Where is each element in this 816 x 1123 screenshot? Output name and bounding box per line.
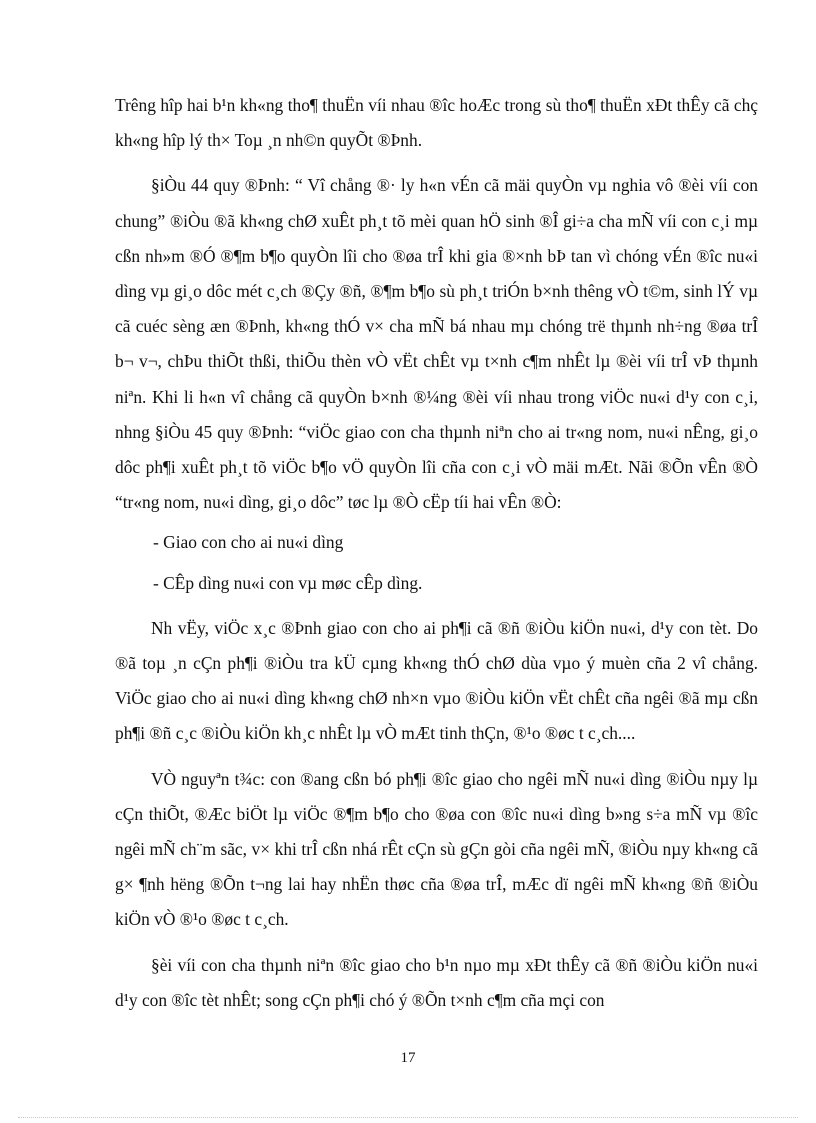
paragraph-1: Trêng hîp hai b¹n kh«ng tho¶ thuËn víi nhau ®îc hoÆc trong sù tho¶ thuËn xÐt thÊy cã chç kh«ng hîp lý th× Toµ ¸n nh©n quyÕt ®Þnh. bbox=[115, 95, 758, 151]
list-item-2: - CÊp dìng nu«i con vµ møc cÊp dìng. bbox=[153, 572, 423, 593]
page-bottom-divider bbox=[18, 1117, 798, 1118]
paragraph-5: §èi víi con cha thµnh niªn ®îc giao cho b¹n nµo mµ xÐt thÊy cã ®ñ ®iÒu kiÖn nu«i d¹y con ®îc tèt nhÊt; song cÇn ph¶i chó ý ®Õn t×nh c¶m cña mçi con bbox=[115, 954, 758, 1010]
page-number: 17 bbox=[400, 1050, 416, 1066]
paragraph-3: Nh vËy, viÖc x¸c ®Þnh giao con cho ai ph¶i cã ®ñ ®iÒu kiÖn nu«i, d¹y con tèt. Do ®ã toµ ¸n cÇn ph¶i ®iÒu tra kÜ cµng kh«ng thÓ chØ dùa vµo ý muèn cña 2 vî chång. ViÖc giao cho ai nu«i dìng kh«ng chØ nh×n vµo ®iÒu kiÖn vËt chÊt cña ngêi ®ã mµ cßn ph¶i ®ñ c¸c ®iÒu kiÖn kh¸c nhÊt lµ vÒ mÆt tinh thÇn, ®¹o ®øc t c¸ch.... bbox=[115, 617, 758, 744]
paragraph-4: VÒ nguyªn t¾c: con ®ang cßn bó ph¶i ®îc giao cho ngêi mÑ nu«i dìng ®iÒu nµy lµ cÇn thiÕt, ®Æc biÖt lµ viÖc ®¶m b¶o cho ®øa con ®îc nu«i dìng b»ng s÷a mÑ vµ ®îc ngêi mÑ ch¨m sãc, v× khi trÎ cßn nhá rÊt cÇn sù gÇn gòi cña ngêi mÑ, ®iÒu nµy kh«ng cã g× ¶nh hëng ®Õn t¬ng lai hay nhËn thøc cña ®øa trÎ, mÆc dï ngêi mÑ kh«ng ®ñ ®iÒu kiÖn vÒ ®¹o ®øc t c¸ch. bbox=[115, 768, 758, 930]
list-item-1: - Giao con cho ai nu«i dìng bbox=[153, 532, 344, 553]
paragraph-2: §iÒu 44 quy ®Þnh: “ Vî chång ®· ly h«n vÉn cã mäi quyÒn vµ nghia vô ®èi víi con chung” ®iÒu ®ã kh«ng chØ xuÊt ph¸t tõ mèi quan hÖ sinh ®Î gi÷a cha mÑ víi con c¸i mµ cßn nh»m ®Ó ®¶m b¶o quyÒn lîi cho ®øa trÎ khi gia ®×nh bÞ tan vì chóng vÉn ®îc nu«i dìng vµ gi¸o dôc mét c¸ch ®Çy ®ñ, ®¶m b¶o sù ph¸t triÓn b×nh thêng vÒ t©m, sinh lÝ vµ cã cuéc sèng æn ®Þnh, kh«ng thÓ v× cha mÑ bá nhau mµ chóng trë thµnh nh÷ng ®øa trÎ b¬ v¬, chÞu thiÕt thßi, thiÕu thèn vÒ vËt chÊt vµ t×nh c¶m nhÊt lµ ®èi víi trÎ vÞ thµnh niªn. Khi li h«n vî chång cã quyÒn b×nh ®¼ng ®èi víi nhau trong viÖc nu«i d¹y con c¸i, nhng §iÒu 45 quy ®Þnh: “viÖc giao con cha thµnh niªn cho ai tr«ng nom, nu«i nÊng, gi¸o dôc ph¶i xuÊt ph¸t tõ viÖc b¶o vÖ quyÒn lîi cña con c¸i vÒ mäi mÆt. Nãi ®Õn vÊn ®Ò “tr«ng nom, nu«i dìng, gi¸o dôc” tøc lµ ®Ò cËp tíi hai vÊn ®Ò: bbox=[115, 175, 758, 513]
body-text bbox=[115, 88, 758, 1018]
